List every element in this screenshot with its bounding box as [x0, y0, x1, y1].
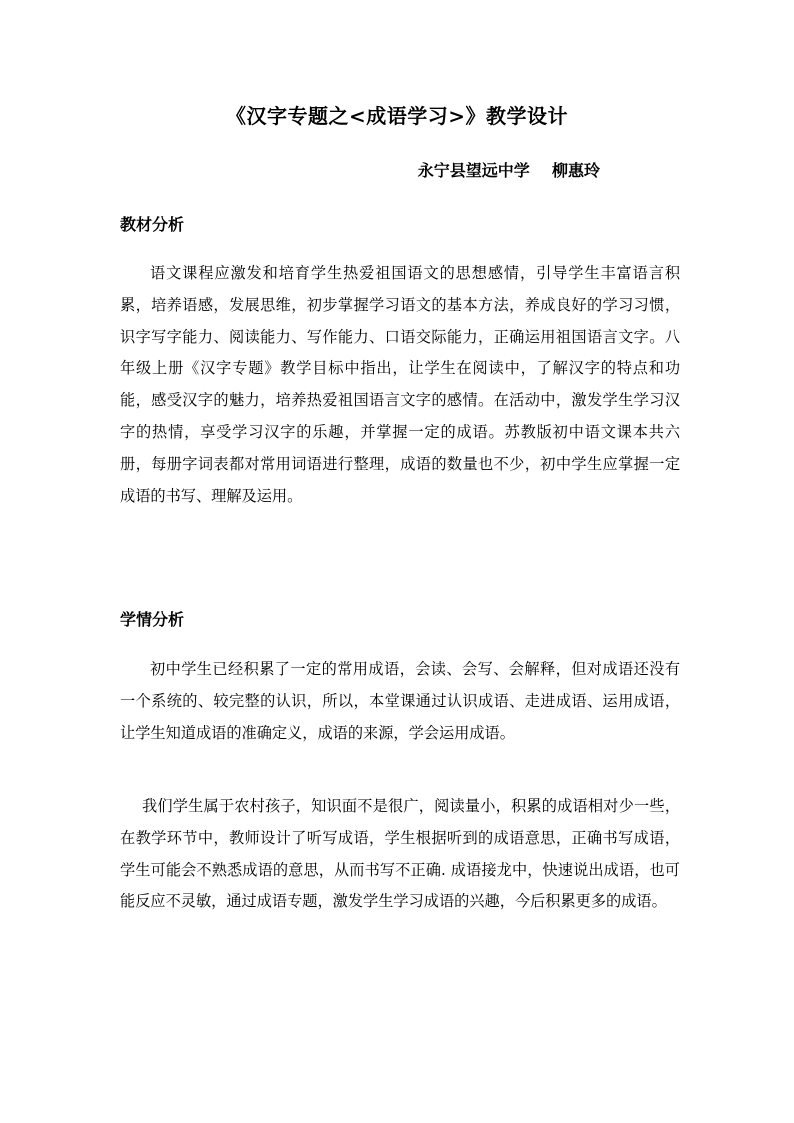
paragraph-textbook-analysis: 语文课程应激发和培育学生热爱祖国语文的思想感情，引导学生丰富语言积累，培养语感，发展思维，初步掌握学习语文的基本方法，养成良好的学习习惯，识字写字能力、阅读能力、写作能力、口语交际能力，正确运用祖国语言文字。八年级上册《汉字专题》教学目标中指出，让学生在阅读中，了解汉字的特点和功能，感受汉字的魅力，培养热爱祖国语言文字的感情。在活动中，激发学生学习汉字的热情，享受学习汉字的乐趣，并掌握一定的成语。苏教版初中语文课本共六册，每册字词表都对常用词语进行整理，成语的数量也不少，初中学生应掌握一定成语的书写、理解及运用。	[120, 264, 680, 505]
section-heading-student-analysis: 学情分析	[120, 610, 185, 629]
document-title: 《汉字专题之<成语学习>》教学设计	[225, 104, 568, 128]
paragraph-student-analysis-1: 初中学生已经积累了一定的常用成语，会读、会写、会解释，但对成语还没有一个系统的、较完整的认识，所以，本堂课通过认识成语、走进成语、运用成语，让学生知道成语的准确定义，成语的来源，学会运用成语。	[120, 660, 680, 742]
section-heading-textbook-analysis: 教材分析	[120, 215, 185, 234]
author-line: 永宁县望远中学 柳惠玲	[417, 161, 600, 180]
paragraph-student-analysis-2: 我们学生属于农村孩子，知识面不是很广，阅读量小，积累的成语相对少一些，在教学环节中，教师设计了听写成语，学生根据听到的成语意思，正确书写成语，学生可能会不熟悉成语的意思，从而书写不正确. 成语接龙中，快速说出成语，也可能反应不灵敏，通过成语专题，激发学生学习成语的兴趣，今后积累更多的成语。	[120, 797, 680, 911]
